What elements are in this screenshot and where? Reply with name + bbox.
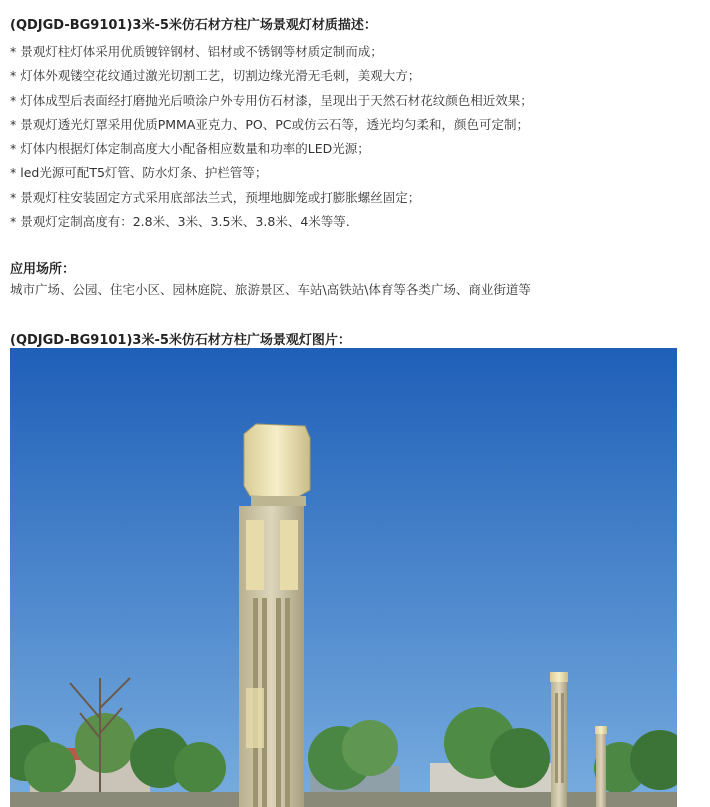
feature-item: * 景观灯定制高度有：2.8米、3米、3.5米、3.8米、4米等等.: [10, 214, 350, 230]
material-description-heading: (QDJGD-BG9101)3米-5米仿石材方柱广场景观灯材质描述：: [10, 18, 377, 33]
feature-item: * 灯体成型后表面经打磨抛光后喷涂户外专用仿石材漆，呈现出于天然石材花纹颜色相近效果；: [10, 92, 533, 108]
feature-item: * 景观灯柱安装固定方式采用底部法兰式，预埋地脚笼或打膨胀螺丝固定；: [10, 189, 421, 205]
feature-item: * 景观灯透光灯罩采用优质PMMA亚克力、PO、PC或仿云石等，透光均匀柔和，颜色可定制；: [10, 116, 530, 132]
usage-places-text: 城市广场、公园、住宅小区、园林庭院、旅游景区、车站\高铁站\体育等各类广场、商业街道等: [10, 282, 531, 297]
feature-item: * 灯体内根据灯体定制高度大小配备相应数量和功率的LED光源；: [10, 141, 370, 157]
feature-item: * 灯体外观镂空花纹通过激光切割工艺，切割边缘光滑无毛刺，美观大方；: [10, 68, 421, 84]
usage-heading: 应用场所：: [10, 262, 76, 277]
feature-item: * led光源可配T5灯管、防水灯条、护栏管等；: [10, 165, 268, 181]
product-photo: [10, 348, 677, 807]
feature-list: [10, 40, 533, 234]
main-lamp-post: [239, 424, 310, 807]
photo-heading: (QDJGD-BG9101)3米-5米仿石材方柱广场景观灯图片：: [10, 333, 351, 348]
distant-lamp-post: [595, 726, 607, 807]
secondary-lamp-post: [550, 672, 568, 807]
ground: [10, 792, 677, 807]
feature-item: * 景观灯柱灯体采用优质镀锌钢材、铝材或不锈钢等材质定制而成；: [10, 44, 383, 59]
